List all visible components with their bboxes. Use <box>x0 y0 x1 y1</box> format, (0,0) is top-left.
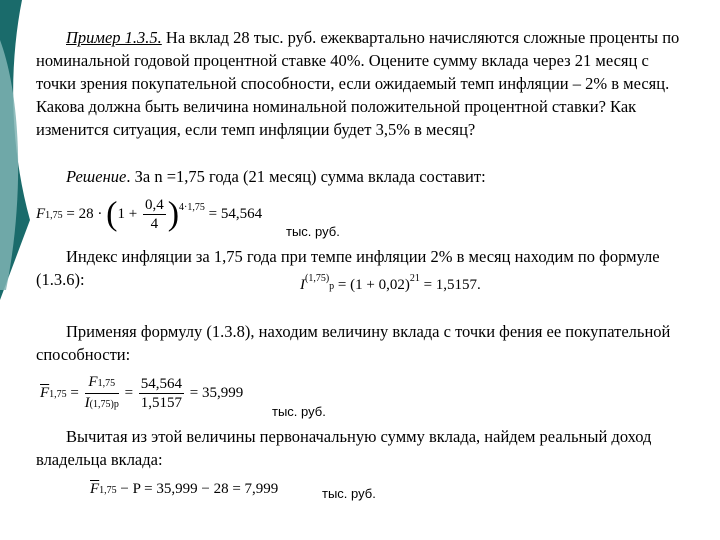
formula3-eq1: = <box>66 384 83 401</box>
formula4-lhs-sub: 1,75 <box>99 485 117 496</box>
formula3-den1-sup: (1,75) <box>89 399 114 410</box>
formula1-fraction <box>143 196 166 233</box>
formula2-lhs: I <box>300 277 305 293</box>
formula3-eq2: = <box>120 384 137 401</box>
formula1-open-paren: ( <box>106 195 118 233</box>
formula4-lhs: $\overline{F}$ <box>90 481 100 497</box>
formula1-close-paren: ) <box>167 195 180 233</box>
formula2-rhs: = (1 + 0,02) <box>334 277 410 293</box>
formula1-exp: 4·1,75 <box>179 201 205 213</box>
formula1-num: 0,4 <box>144 197 164 213</box>
formula2-lhs-sub: p <box>329 281 335 292</box>
formula3-fraction1 <box>85 373 119 414</box>
solution-paragraph <box>36 165 686 188</box>
formula-real-income <box>90 480 278 500</box>
formula1-result: = 54,564 <box>204 205 263 222</box>
formula1-eq: = 28 · <box>62 205 107 222</box>
formula1-den: 4 <box>150 216 159 232</box>
formula3-lhs-sub: 1,75 <box>49 388 67 400</box>
formula1-one-plus: 1 + <box>117 205 141 222</box>
inflation-paragraph: Индекс инфляции за 1,75 года при темпе инфляции 2% в месяц находим по формуле (1.3.6): <box>36 247 660 289</box>
solution-label: Решение <box>66 167 127 186</box>
formula2-exp: 21 <box>409 273 420 284</box>
formula3-den1-sub: p <box>113 399 119 410</box>
formula3-lhs: $\overline{F}$ <box>40 384 50 401</box>
apply-paragraph: Применяя формулу (1.3.8), находим величину вклада с точки фения ее покупательной способности: <box>36 322 671 364</box>
formula3-result: = 35,999 <box>186 384 244 401</box>
formula3-unit: тыс. руб. <box>272 404 326 419</box>
formula1-lhs: F <box>36 205 46 222</box>
formula-real-value <box>40 373 243 414</box>
formula4-unit: тыс. руб. <box>322 486 376 501</box>
formula3-num1-wrap <box>85 373 119 394</box>
formula1-unit: тыс. руб. <box>286 224 340 239</box>
formula-future-value <box>36 196 262 233</box>
formula2-result: = 1,5157. <box>419 277 481 293</box>
formula4-rhs: − P = 35,999 − 28 = 7,999 <box>116 481 279 497</box>
formula2-lhs-sup: (1,75) <box>305 273 330 284</box>
subtract-paragraph: Вычитая из этой величины первоначальную сумму вклада, найдем реальный доход владельца вклада: <box>36 427 652 469</box>
example-paragraph <box>36 26 686 141</box>
formula3-num2: 54,564 <box>140 376 183 392</box>
formula3-den1-wrap <box>85 394 119 414</box>
example-label: Пример 1.3.5. <box>66 28 162 47</box>
formula3-num1: F <box>88 374 98 390</box>
formula3-num1-sub: 1,75 <box>97 378 116 389</box>
formula3-den1: I <box>84 395 90 411</box>
formula1-lhs-sub: 1,75 <box>45 209 63 221</box>
example-text: На вклад 28 тыс. руб. ежеквартально начисляются сложные проценты по номинальной годовой процентной ставке 40%. Оцените сумму вклада через 21 месяц с точки зрения покупательной способности, если ожидаемый темп инфляции – 2% в месяц. Какова должна быть величина номинальной положительной процентной ставки? Как изменится ситуация, если темп инфляции будет 3,5% в месяц? <box>36 28 680 139</box>
formula-inflation-index <box>300 273 481 296</box>
solution-text: . За n =1,75 года (21 месяц) сумма вклада составит: <box>126 167 486 186</box>
formula3-den2: 1,5157 <box>140 395 183 411</box>
formula3-fraction2 <box>139 375 184 412</box>
